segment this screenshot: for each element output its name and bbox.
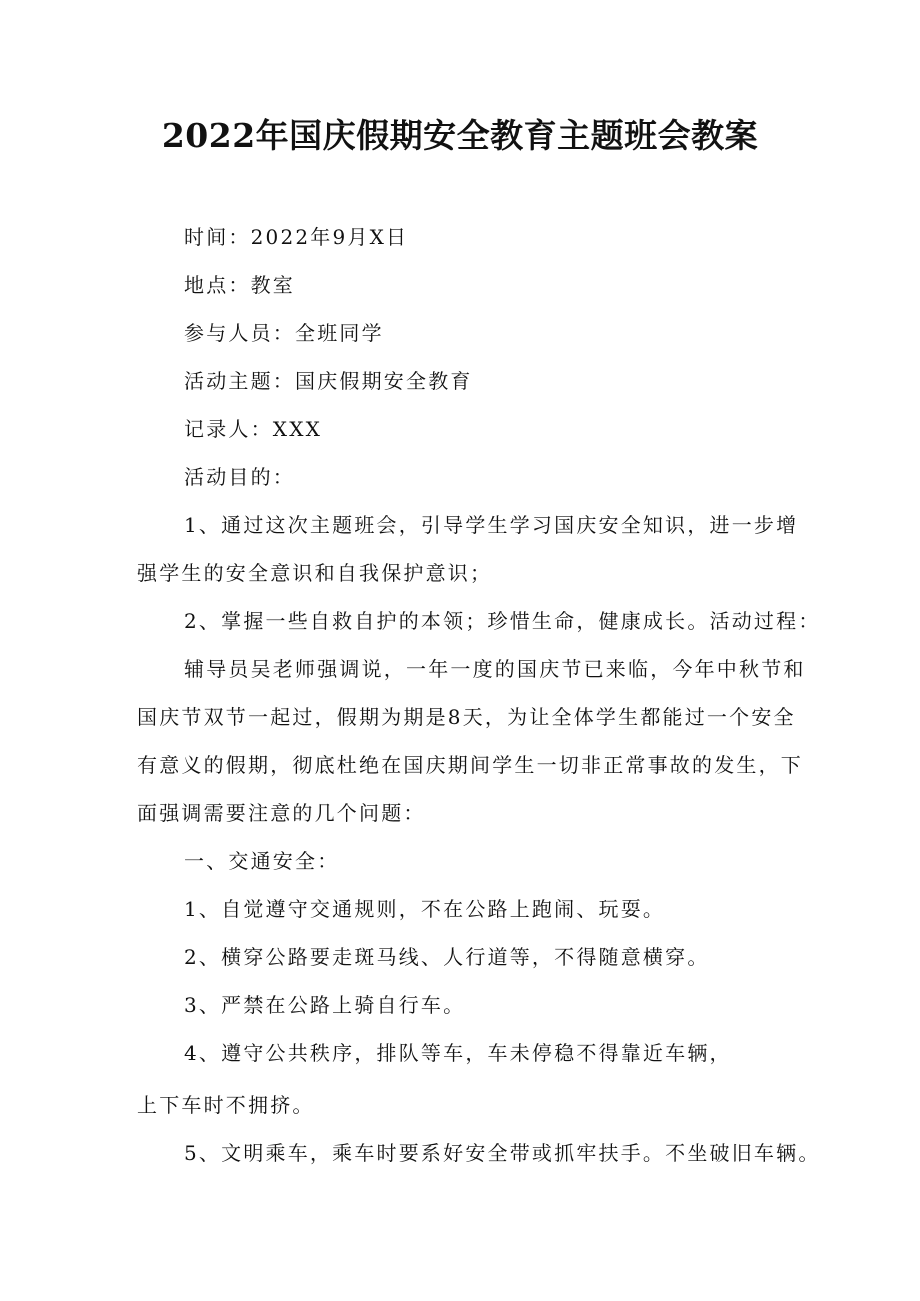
paragraph-line: 面强调需要注意的几个问题： <box>137 801 426 825</box>
list-item: 2、横穿公路要走斑马线、人行道等，不得随意横穿。 <box>184 945 710 969</box>
paragraph-line: 强学生的安全意识和自我保护意识； <box>137 561 493 585</box>
paragraph-line: 辅导员吴老师强调说，一年一度的国庆节已来临，今年中秋节和 <box>184 657 806 681</box>
list-item: 3、严禁在公路上骑自行车。 <box>184 993 466 1017</box>
list-item: 1、自觉遵守交通规则，不在公路上跑闹、玩耍。 <box>184 897 666 921</box>
meta-place: 地点：教室 <box>184 273 295 297</box>
section-heading-traffic: 一、交通安全： <box>184 849 340 873</box>
paragraph-line: 国庆节双节一起过，假期为期是8天，为让全体学生都能过一个安全 <box>137 705 796 729</box>
document-title: 2022年国庆假期安全教育主题班会教案 <box>161 116 759 155</box>
paragraph-line: 有意义的假期，彻底杜绝在国庆期间学生一切非正常事故的发生，下 <box>137 753 803 777</box>
meta-participants: 参与人员：全班同学 <box>184 321 384 345</box>
list-item: 4、遵守公共秩序，排队等车，车未停稳不得靠近车辆， <box>184 1041 732 1065</box>
list-item: 5、文明乘车，乘车时要系好安全带或抓牢扶手。不坐破旧车辆。 <box>184 1141 821 1165</box>
meta-time: 时间：2022年9月X日 <box>184 225 409 249</box>
list-item-continuation: 上下车时不拥挤。 <box>137 1093 315 1117</box>
paragraph-line: 2、掌握一些自救自护的本领；珍惜生命，健康成长。活动过程： <box>184 609 821 633</box>
meta-theme: 活动主题：国庆假期安全教育 <box>184 369 473 393</box>
purpose-heading: 活动目的： <box>184 465 295 489</box>
meta-recorder: 记录人：XXX <box>184 417 323 441</box>
paragraph-line: 1、通过这次主题班会，引导学生学习国庆安全知识，进一步增 <box>184 513 799 537</box>
